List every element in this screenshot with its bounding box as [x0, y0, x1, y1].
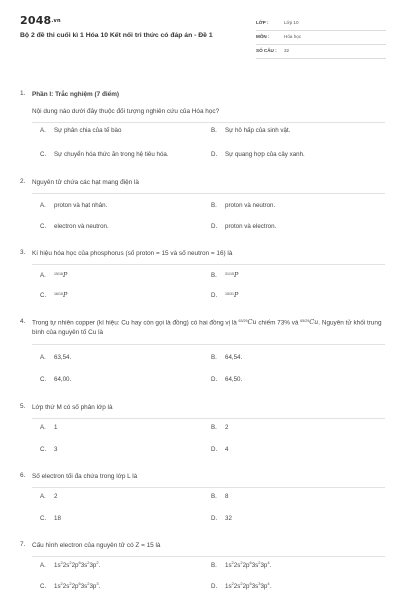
option-c[interactable] [40, 151, 169, 158]
question-number: 3. [20, 249, 26, 256]
option-d[interactable] [211, 151, 305, 158]
orbital: 2s [62, 562, 70, 569]
option-text: electron và neutron. [54, 223, 109, 230]
orbital: 2s [233, 583, 241, 590]
question-text-part: Trong tự nhiên copper (kí hiệu: Cu hay còn gọi là đồng) có hai đồng vị là [32, 319, 237, 327]
option-d[interactable] [211, 580, 272, 590]
electron-count: 3 [258, 580, 261, 586]
question-text: Nguyên tử chứa các hạt mang điện là [32, 179, 139, 186]
option-text: 2 [225, 424, 229, 431]
orbital: 2p [71, 562, 79, 569]
isotope-numbers: 65/29 [300, 319, 310, 323]
option-letter: D. [211, 515, 218, 522]
option-b[interactable] [211, 127, 290, 134]
option-c[interactable] [40, 515, 61, 522]
question-text [32, 318, 382, 337]
element-symbol: Cu [309, 318, 319, 326]
divider [32, 344, 385, 345]
option-text: 64,00. [54, 376, 72, 383]
option-letter: D. [211, 151, 218, 158]
isotope-numbers: 16/15 [54, 292, 63, 296]
electron-count: 4 [267, 580, 270, 586]
option-text: 3 [54, 446, 58, 453]
option-b[interactable] [211, 493, 228, 500]
option-text: Sự phân chia của tế bào [54, 127, 122, 134]
option-d[interactable] [211, 223, 276, 230]
option-a[interactable] [40, 202, 107, 209]
exam-meta [256, 17, 386, 59]
electron-count: 2 [96, 559, 99, 565]
electron-count: 2 [258, 559, 261, 565]
option-letter: B. [211, 354, 217, 361]
punctuation: . [98, 583, 101, 590]
electron-count: 6 [78, 559, 81, 565]
option-a[interactable] [40, 493, 57, 500]
option-letter: B. [211, 562, 217, 569]
electron-count: 6 [78, 580, 81, 586]
option-c[interactable] [40, 580, 101, 590]
document-header [20, 14, 385, 62]
element-symbol: Cu [247, 318, 257, 326]
electron-count: 3 [96, 580, 99, 586]
option-letter: D. [211, 446, 218, 453]
option-letter: A. [40, 562, 46, 569]
punctuation: . [269, 583, 272, 590]
option-letter: C. [40, 151, 47, 158]
option-a[interactable] [40, 354, 71, 361]
option-c[interactable] [40, 223, 109, 230]
divider [32, 556, 385, 557]
option-text: 32 [225, 515, 232, 522]
orbital: 3p [89, 583, 97, 590]
divider [32, 122, 385, 123]
meta-row-count [256, 45, 386, 59]
mass-number: 65 [300, 319, 305, 323]
option-letter: C. [40, 291, 47, 299]
option-b[interactable] [211, 271, 238, 279]
option-c[interactable] [40, 376, 71, 383]
divider [32, 487, 385, 488]
punctuation: . [269, 562, 272, 569]
option-letter: A. [40, 127, 46, 134]
atomic-number: 15 [59, 292, 63, 296]
meta-value: Hóa học [284, 34, 302, 39]
isotope-numbers: 15/31 [225, 292, 234, 296]
option-letter: A. [40, 424, 46, 431]
page-title: Bộ 2 đề thi cuối kì 1 Hóa 10 Kết nối tri thức có đáp án - Đề 1 [20, 32, 213, 39]
electron-count: 2 [60, 559, 63, 565]
question-number: 5. [20, 403, 26, 410]
orbital: 2s [233, 562, 241, 569]
orbital: 1s [225, 583, 232, 590]
element-symbol: P [234, 291, 239, 299]
orbital: 1s [54, 562, 61, 569]
element-symbol: P [63, 291, 68, 299]
orbital: 1s [54, 583, 61, 590]
electron-count: 2 [240, 580, 243, 586]
option-c[interactable] [40, 291, 67, 299]
site-logo[interactable] [20, 14, 61, 27]
meta-row-subject [256, 31, 386, 45]
meta-value: Lớp 10 [284, 20, 299, 25]
option-text: 63,54. [54, 354, 72, 361]
option-letter: C. [40, 376, 47, 383]
option-text: 1 [54, 424, 58, 431]
isotope-symbol [54, 271, 67, 279]
option-a[interactable] [40, 559, 101, 569]
atomic-number: 15 [230, 272, 234, 276]
option-text: 4 [225, 446, 229, 453]
punctuation: . [98, 562, 101, 569]
orbital: 3s [251, 562, 259, 569]
section-heading: Phần I: Trắc nghiệm (7 điểm) [32, 91, 120, 98]
divider [32, 264, 385, 265]
option-letter: D. [211, 291, 218, 299]
meta-value: 32 [284, 48, 290, 53]
option-letter: B. [211, 271, 217, 279]
electron-count: 2 [87, 559, 90, 565]
orbital: 3p [260, 562, 268, 569]
option-letter: C. [40, 446, 47, 453]
question-text: Số electron tối đa chứa trong lớp L là [32, 473, 138, 480]
orbital: 3p [89, 562, 97, 569]
orbital: 2p [242, 562, 250, 569]
option-letter: C. [40, 223, 47, 230]
orbital: 2p [71, 583, 79, 590]
option-letter: B. [211, 202, 217, 209]
isotope-numbers: 63/29 [238, 319, 248, 323]
mass-number: 31 [225, 272, 229, 276]
mass-number: 15 [225, 292, 229, 296]
option-text: 8 [225, 493, 229, 500]
isotope-numbers: 31/15 [225, 272, 234, 276]
option-letter: B. [211, 424, 217, 431]
divider [32, 193, 385, 194]
electron-count: 2 [60, 580, 63, 586]
option-letter: B. [211, 493, 217, 500]
question-text: Lớp thứ M có số phân lớp là [32, 404, 113, 411]
question-number: 2. [20, 178, 26, 185]
option-text: 64,50. [225, 376, 243, 383]
isotope-numbers: 15/16 [54, 272, 63, 276]
logo-text: 2048 [20, 14, 52, 27]
option-text: 2 [54, 493, 58, 500]
electron-count: 2 [240, 559, 243, 565]
divider [32, 418, 385, 419]
option-text: proton và hạt nhân. [54, 202, 108, 209]
option-text: Sự quang hợp của cây xanh. [225, 151, 305, 158]
option-a[interactable] [40, 424, 57, 431]
question-text: Cấu hình electron của nguyên tử có Z = 15 là [32, 542, 161, 549]
orbital: 2s [62, 583, 70, 590]
option-text: Sự chuyển hóa thức ăn trong hệ tiêu hóa. [54, 151, 169, 158]
electron-configuration [225, 559, 272, 569]
option-letter: C. [40, 515, 47, 522]
electron-count: 2 [87, 580, 90, 586]
electron-count: 6 [249, 580, 252, 586]
option-letter: A. [40, 271, 46, 279]
option-text: 18 [54, 515, 61, 522]
electron-count: 2 [231, 580, 234, 586]
option-letter: A. [40, 493, 46, 500]
option-letter: D. [211, 583, 218, 590]
question-text-part: . Nguyên tử khối trung bình của nguyên tố Cu là [32, 319, 382, 336]
electron-count: 4 [267, 559, 270, 565]
mass-number: 16 [54, 292, 58, 296]
isotope-symbol [239, 318, 257, 328]
electron-count: 6 [249, 559, 252, 565]
option-text: proton và electron. [225, 223, 277, 230]
mass-number: 15 [54, 272, 58, 276]
question-number: 6. [20, 472, 26, 479]
option-d[interactable] [211, 376, 242, 383]
meta-label: SỐ CÂU : [256, 48, 277, 53]
electron-configuration [54, 559, 101, 569]
electron-count: 2 [69, 580, 72, 586]
option-d[interactable] [211, 291, 238, 299]
meta-row-grade [256, 17, 386, 31]
isotope-symbol [54, 291, 67, 299]
orbital: 1s [225, 562, 232, 569]
question-number: 1. [20, 90, 26, 97]
meta-label: LỚP : [256, 20, 269, 25]
electron-configuration [54, 580, 101, 590]
orbital: 3s [80, 562, 88, 569]
isotope-symbol [300, 318, 318, 328]
isotope-symbol [225, 271, 238, 279]
option-c[interactable] [40, 446, 57, 453]
question-number: 4. [20, 318, 26, 325]
orbital: 3s [251, 583, 259, 590]
element-symbol: P [234, 271, 239, 279]
orbital: 3s [80, 583, 88, 590]
electron-count: 2 [69, 559, 72, 565]
question-text: Kí hiệu hóa học của phosphorus (số proton = 15 và số neutron = 16) là [32, 250, 233, 257]
question-number: 7. [20, 541, 26, 548]
option-text: 64,54. [225, 354, 243, 361]
option-d[interactable] [211, 446, 228, 453]
electron-configuration [225, 580, 272, 590]
option-text: proton và neutron. [225, 202, 276, 209]
atomic-number: 31 [230, 292, 234, 296]
option-b[interactable] [211, 559, 272, 569]
option-letter: D. [211, 376, 218, 383]
option-a[interactable] [40, 271, 67, 279]
option-letter: C. [40, 583, 47, 590]
atomic-number: 29 [305, 319, 310, 323]
option-b[interactable] [211, 354, 242, 361]
element-symbol: P [63, 271, 68, 279]
meta-label: MÔN : [256, 34, 270, 39]
isotope-symbol [225, 291, 238, 299]
electron-count: 2 [231, 559, 234, 565]
option-b[interactable] [211, 424, 228, 431]
orbital: 3p [260, 583, 268, 590]
option-a[interactable] [40, 127, 121, 134]
question-text: Nội dung nào dưới đây thuộc đối tượng nghiên cứu của Hóa học? [32, 108, 220, 115]
atomic-number: 29 [243, 319, 248, 323]
option-letter: A. [40, 354, 46, 361]
option-letter: D. [211, 223, 218, 230]
option-text: Sự hô hấp của sinh vật. [225, 127, 291, 134]
atomic-number: 16 [59, 272, 63, 276]
option-b[interactable] [211, 202, 275, 209]
orbital: 2p [242, 583, 250, 590]
option-letter: B. [211, 127, 217, 134]
mass-number: 63 [238, 319, 243, 323]
question-text-part: chiếm 73% và [258, 319, 299, 327]
option-letter: A. [40, 202, 46, 209]
logo-suffix: .vn [51, 18, 61, 24]
option-d[interactable] [211, 515, 232, 522]
